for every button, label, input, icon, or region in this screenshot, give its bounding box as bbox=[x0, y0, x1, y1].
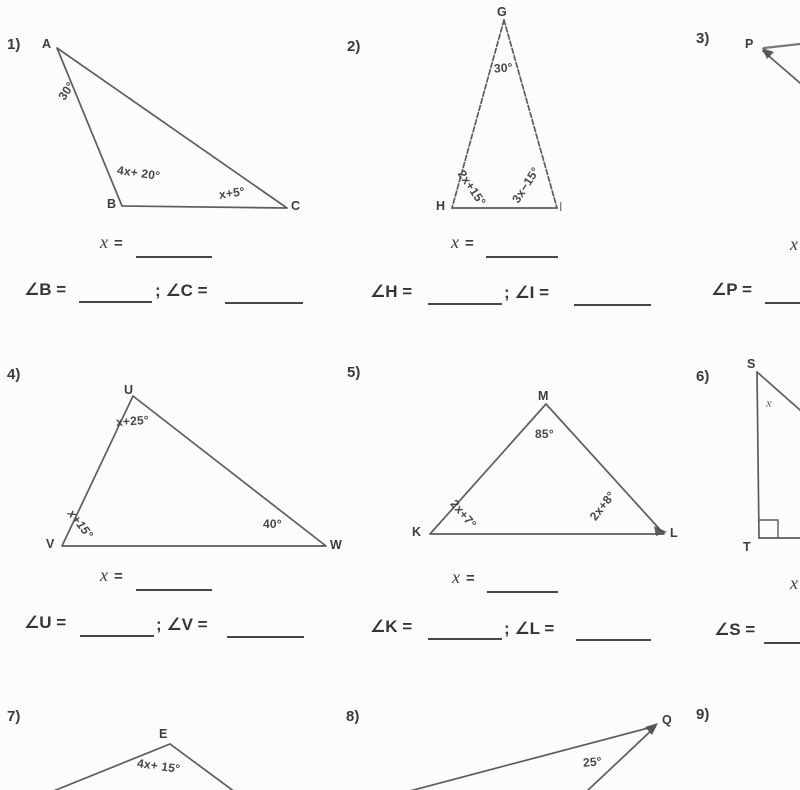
answer-angle-b-label: ∠B = bbox=[24, 280, 67, 299]
x-equals-variable: x bbox=[451, 232, 459, 252]
angle-label-u: x+25° bbox=[115, 412, 150, 430]
angle-label-l: 2x+8° bbox=[586, 488, 619, 524]
answer-angle-p-label: ∠P = bbox=[711, 280, 752, 299]
x-equals-variable: x bbox=[100, 565, 108, 585]
angle-label-w: 40° bbox=[263, 517, 282, 531]
answer-blank-angle-i bbox=[574, 304, 651, 306]
answer-blank-x bbox=[136, 256, 212, 258]
problem-number: 5) bbox=[347, 364, 361, 381]
angle-label-m: 85° bbox=[535, 427, 554, 441]
triangle-p-top-side bbox=[764, 44, 800, 48]
right-angle-mark bbox=[759, 520, 778, 538]
answer-blank-x bbox=[486, 256, 558, 258]
vertex-label-l: L bbox=[670, 526, 678, 540]
answer-blank-x bbox=[136, 589, 212, 591]
triangle-uvw bbox=[62, 396, 326, 546]
arrowhead-at-p bbox=[762, 48, 774, 59]
equals-sign: = bbox=[465, 235, 474, 252]
angle-label-g: 30° bbox=[493, 60, 514, 76]
answer-angle-h-label: ∠H = bbox=[370, 282, 413, 301]
vertex-label-p: P bbox=[745, 37, 754, 51]
vertex-label-k: K bbox=[412, 525, 422, 539]
answer-angle-l-label: ; ∠L = bbox=[504, 619, 555, 638]
angle-label-q: 25° bbox=[582, 754, 603, 770]
vertex-label-b: B bbox=[107, 197, 117, 211]
x-equals-variable: x bbox=[100, 232, 108, 252]
answer-blank-angle-v bbox=[227, 636, 304, 638]
problem-number: 2) bbox=[347, 38, 361, 55]
vertex-label-m: M bbox=[538, 389, 549, 403]
answer-angle-v-label: ; ∠V = bbox=[156, 615, 208, 634]
triangle-st-vertical-side bbox=[757, 372, 759, 538]
answer-angle-k-label: ∠K = bbox=[370, 617, 413, 636]
answer-blank-angle-p bbox=[765, 302, 800, 304]
vertex-label-v: V bbox=[46, 537, 55, 551]
problem-number: 6) bbox=[696, 368, 710, 385]
problem-number: 8) bbox=[346, 708, 360, 725]
answer-angle-i-label: ; ∠I = bbox=[504, 283, 549, 302]
problem-number: 9) bbox=[696, 706, 710, 723]
vertex-label-q: Q bbox=[662, 713, 672, 727]
answer-blank-angle-c bbox=[225, 302, 303, 304]
vertex-label-h: H bbox=[436, 199, 446, 213]
problem-number: 7) bbox=[7, 708, 21, 725]
vertex-label-c: C bbox=[291, 199, 301, 213]
x-equals-variable-partial: x bbox=[790, 234, 798, 254]
triangle-st-hypotenuse bbox=[757, 372, 800, 410]
angle-label-i: 3x−15° bbox=[509, 164, 543, 206]
answer-angle-s-label: ∠S = bbox=[714, 620, 756, 639]
arrowhead-at-q bbox=[645, 723, 658, 735]
answer-angle-u-label: ∠U = bbox=[24, 613, 67, 632]
answer-blank-x bbox=[487, 591, 558, 593]
answer-blank-angle-u bbox=[80, 635, 154, 637]
equals-sign: = bbox=[114, 235, 123, 252]
equals-sign: = bbox=[466, 570, 475, 587]
x-equals-variable-partial: x bbox=[790, 573, 798, 593]
answer-angle-c-label: ; ∠C = bbox=[155, 281, 208, 300]
vertex-label-g: G bbox=[497, 5, 507, 19]
problem-number: 3) bbox=[696, 30, 710, 47]
angle-label-e: 4x+ 15° bbox=[136, 756, 182, 776]
vertex-label-a: A bbox=[42, 37, 52, 51]
vertex-label-s: S bbox=[747, 357, 756, 371]
angle-label-a: 30° bbox=[55, 79, 78, 103]
angle-label-v: x+15° bbox=[64, 506, 97, 542]
vertex-label-t: T bbox=[743, 540, 751, 554]
answer-blank-angle-k bbox=[428, 638, 502, 640]
answer-blank-angle-l bbox=[576, 639, 651, 641]
vertex-label-w: W bbox=[330, 538, 342, 552]
triangle-q-upper-side bbox=[406, 727, 652, 790]
x-equals-variable: x bbox=[452, 567, 460, 587]
triangle-abc bbox=[57, 48, 287, 208]
vertex-label-i: I bbox=[559, 200, 563, 214]
angle-label-k: 2x+7° bbox=[447, 496, 480, 532]
problem-number: 4) bbox=[7, 366, 21, 383]
angle-label-s: x bbox=[766, 395, 772, 410]
equals-sign: = bbox=[114, 568, 123, 585]
answer-blank-angle-b bbox=[79, 301, 152, 303]
angle-label-c: x+5° bbox=[218, 184, 246, 202]
answer-blank-angle-s bbox=[764, 642, 800, 644]
vertex-label-e: E bbox=[159, 727, 168, 741]
angle-label-b: 4x+ 20° bbox=[116, 163, 162, 183]
angle-label-h: 2x+15° bbox=[454, 167, 489, 209]
vertex-label-u: U bbox=[124, 383, 134, 397]
problem-number: 1) bbox=[7, 36, 21, 53]
answer-blank-angle-h bbox=[428, 303, 502, 305]
